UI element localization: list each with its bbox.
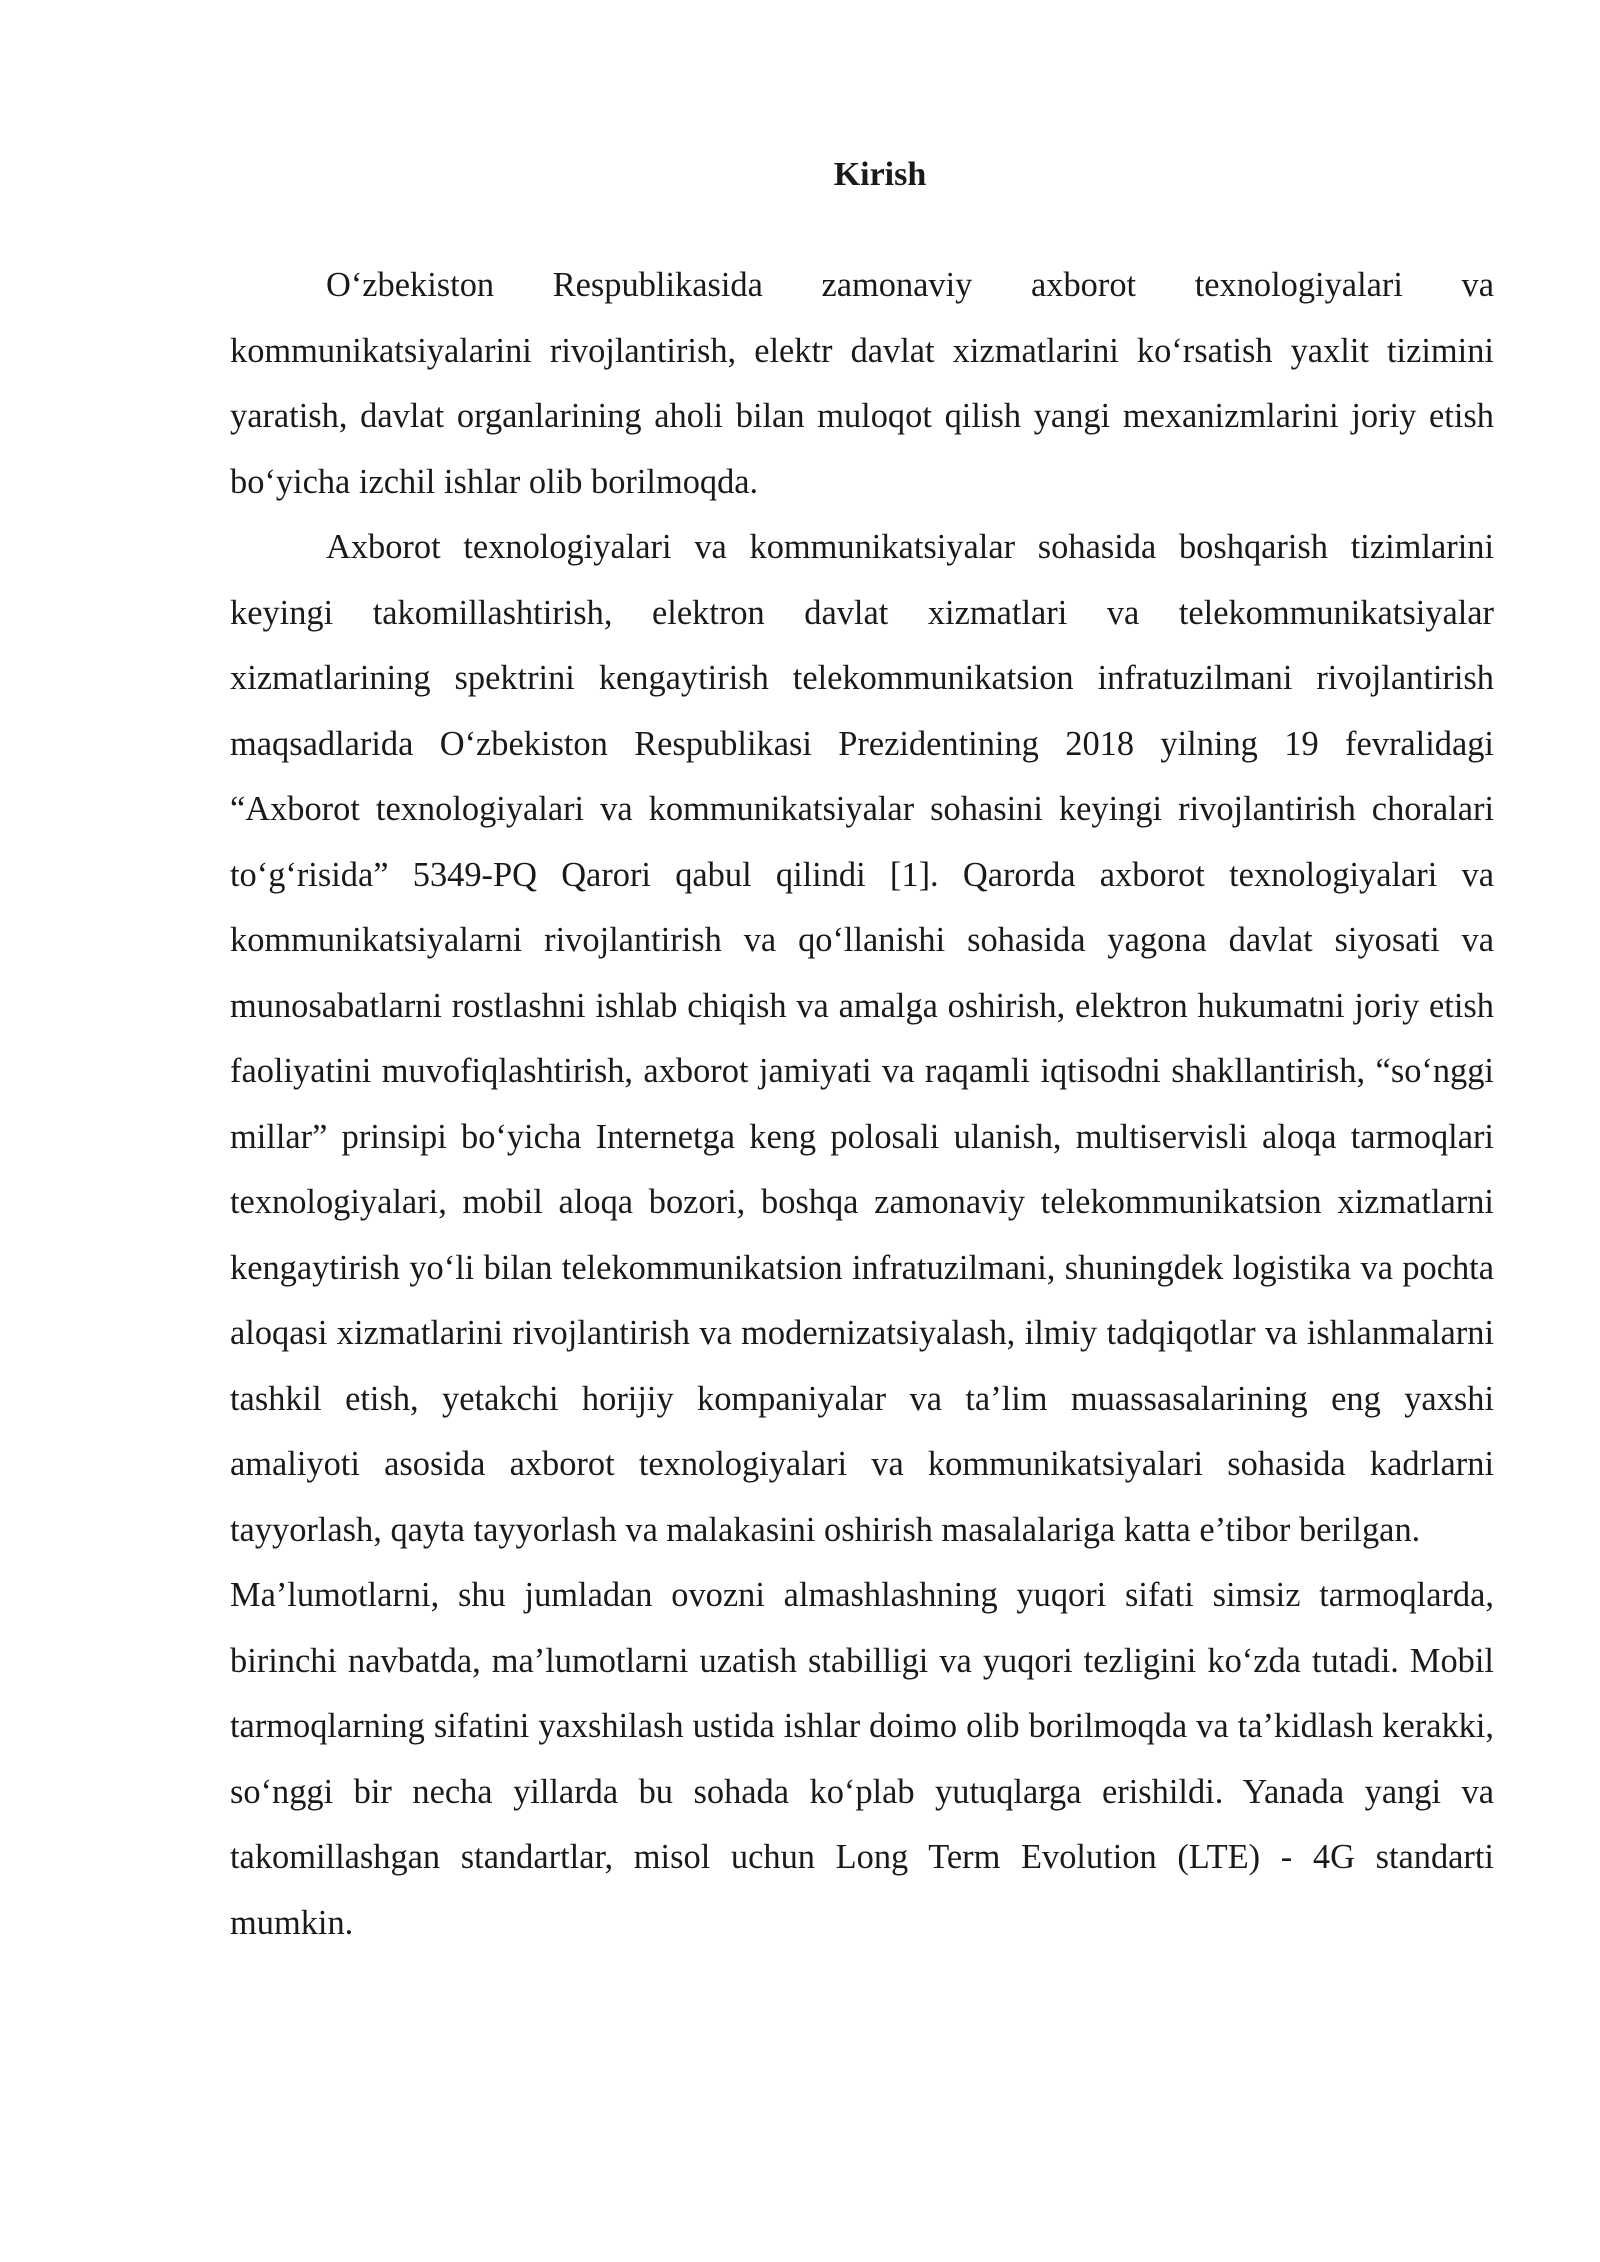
paragraph-1: O‘zbekiston Respublikasida zamonaviy axborot texnologiyalari va kommunikatsiyalarini rivojlantirish, elektr davlat xizmatlarini ko‘rsatish yaxlit tizimini yaratish, davlat organlarining aholi bilan muloqot qilish yangi mexanizmlarini joriy etish bo‘yicha izchil ishlar olib borilmoqda.	[230, 266, 1494, 501]
paragraph-3: Ma’lumotlarni, shu jumladan ovozni almashlashning yuqori sifati simsiz tarmoqlarda, birinchi navbatda, ma’lumotlarni uzatish stabilligi va yuqori tezligini ko‘zda tutadi. Mobil tarmoqlarning sifatini yaxshilash ustida ishlar doimo olib borilmoqda va ta’kidlash kerakki, so‘nggi bir necha yillarda bu sohada ko‘plab yutuqlarga erishildi. Yanada yangi va takomillashgan standartlar, misol uchun Long Term Evolution (LTE) - 4G standarti mumkin.	[230, 1576, 1494, 1942]
document-body	[230, 145, 1494, 1956]
paragraph-2: Axborot texnologiyalari va kommunikatsiyalar sohasida boshqarish tizimlarini keyingi takomillashtirish, elektron davlat xizmatlari va telekommunikatsiyalar xizmatlarining spektrini kengaytirish telekommunikatsion infratuzilmani rivojlantirish maqsadlarida O‘zbekiston Respublikasi Prezidentining 2018 yilning 19 fevralidagi “Axborot texnologiyalari va kommunikatsiyalar sohasini keyingi rivojlantirish choralari to‘g‘risida” 5349-PQ Qarori qabul qilindi [1]. Qarorda axborot texnologiyalari va kommunikatsiyalarni rivojlantirish va qo‘llanishi sohasida yagona davlat siyosati va munosabatlarni rostlashni ishlab chiqish va amalga oshirish, elektron hukumatni joriy etish faoliyatini muvofiqlashtirish, axborot jamiyati va raqamli iqtisodni shakllantirish, “so‘nggi millar” prinsipi bo‘yicha Internetga keng polosali ulanish, multiservisli aloqa tarmoqlari texnologiyalari, mobil aloqa bozori, boshqa zamonaviy telekommunikatsion xizmatlarni kengaytirish yo‘li bilan telekommunikatsion infratuzilmani, shuningdek logistika va pochta aloqasi xizmatlarini rivojlantirish va modernizatsiyalash, ilmiy tadqiqotlar va ishlanmalarni tashkil etish, yetakchi horijiy kompaniyalar va ta’lim muassasalarining eng yaxshi amaliyoti asosida axborot texnologiyalari va kommunikatsiyalari sohasida kadrlarni tayyorlash, qayta tayyorlash va malakasini oshirish masalalariga katta e’tibor berilgan.	[230, 528, 1494, 1549]
page-title: Kirish	[833, 156, 927, 193]
